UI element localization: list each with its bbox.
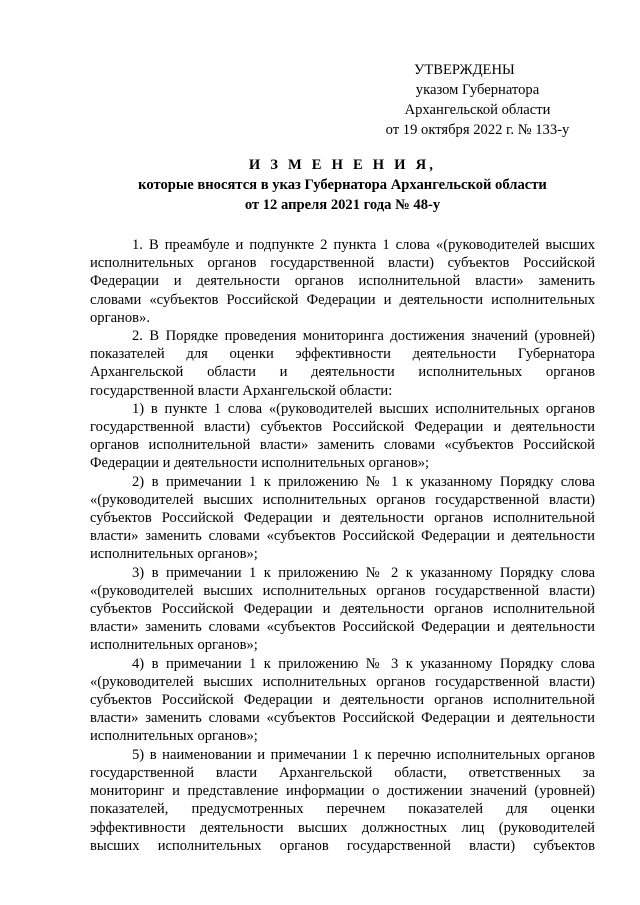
text-line: показателей, предусмотренных перечнем показателей для оценки: [90, 801, 595, 818]
text-line: словами «субъектов Российской Федерации и деятельности исполнительных: [90, 291, 595, 308]
approval-line: от 19 октября 2022 г. № 133-у: [385, 122, 570, 138]
text-line: 5) в наименовании и примечании 1 к перечню исполнительных органов: [132, 746, 595, 763]
heading-title: И З М Е Н Е Н И Я,: [248, 157, 437, 173]
text-line: власти» заменить словами «субъектов Российской Федерации и деятельности: [90, 528, 595, 545]
text-line: 4) в примечании 1 к приложению № 3 к указанному Порядку слова: [132, 655, 595, 672]
approval-stamp: [380, 60, 575, 140]
text-line: показателей для оценки эффективности деятельности Губернатора: [90, 346, 595, 363]
text-line: «(руководителей высших исполнительных органов государственной власти): [90, 491, 595, 508]
text-line: эффективности деятельности высших должностных лиц (руководителей: [90, 819, 595, 836]
text-line: государственной власти) субъектов Российской Федерации и деятельности: [90, 419, 595, 436]
heading-subtitle: которые вносятся в указ Губернатора Архангельской области: [138, 177, 547, 193]
paragraph: [90, 473, 595, 564]
text-line: органов исполнительной власти» заменить словами «субъектов Российской: [90, 437, 595, 454]
approval-line: УТВЕРЖДЕНЫ: [414, 62, 515, 78]
paragraph: [90, 400, 595, 473]
paragraph: [90, 746, 595, 855]
text-line: Федерации и деятельности органов исполнительной власти» заменить: [90, 273, 595, 290]
paragraph: [90, 236, 595, 327]
text-line: «(руководителей высших исполнительных органов государственной власти): [90, 673, 595, 690]
text-line: субъектов Российской Федерации и деятельности органов исполнительной: [90, 510, 595, 527]
text-line: мониторинг и представление информации о достижении значений (уровней): [90, 783, 595, 800]
paragraph: [90, 564, 595, 655]
text-line: власти» заменить словами «субъектов Российской Федерации и деятельности: [90, 619, 595, 636]
text-line: «(руководителей высших исполнительных органов государственной власти): [90, 582, 595, 599]
text-line: 1) в пункте 1 слова «(руководителей высших исполнительных органов: [132, 400, 595, 417]
paragraph: [90, 327, 595, 400]
text-line: Федерации и деятельности исполнительных органов»;: [90, 455, 430, 472]
document-heading: [90, 155, 595, 215]
text-line: 2) в примечании 1 к приложению № 1 к указанному Порядку слова: [132, 473, 595, 490]
text-line: исполнительных органов государственной власти) субъектов Российской: [90, 255, 595, 272]
text-line: исполнительных органов»;: [90, 728, 258, 745]
text-line: 1. В преамбуле и подпункте 2 пункта 1 слова «(руководителей высших: [132, 237, 595, 253]
text-line: Архангельской области и деятельности исполнительных органов: [90, 364, 595, 381]
text-line: государственной власти Архангельской области:: [90, 382, 393, 399]
text-line: субъектов Российской Федерации и деятельности органов исполнительной: [90, 692, 595, 709]
text-line: 3) в примечании 1 к приложению № 2 к указанному Порядку слова: [132, 564, 595, 581]
text-line: 2. В Порядке проведения мониторинга достижения значений (уровней): [132, 328, 595, 345]
text-line: высших исполнительных органов государственной власти) субъектов: [90, 837, 595, 854]
text-line: органов».: [90, 309, 150, 326]
text-line: государственной власти Архангельской области, ответственных за: [90, 764, 595, 781]
text-line: власти» заменить словами «субъектов Российской Федерации и деятельности: [90, 710, 595, 727]
approval-line: указом Губернатора: [415, 82, 540, 98]
text-line: исполнительных органов»;: [90, 546, 258, 563]
heading-subtitle: от 12 апреля 2021 года № 48-у: [244, 197, 441, 213]
paragraph: [90, 655, 595, 746]
document-body: [90, 236, 595, 855]
text-line: исполнительных органов»;: [90, 637, 258, 654]
approval-line: Архангельской области: [404, 102, 551, 118]
text-line: субъектов Российской Федерации и деятельности органов исполнительной: [90, 601, 595, 618]
